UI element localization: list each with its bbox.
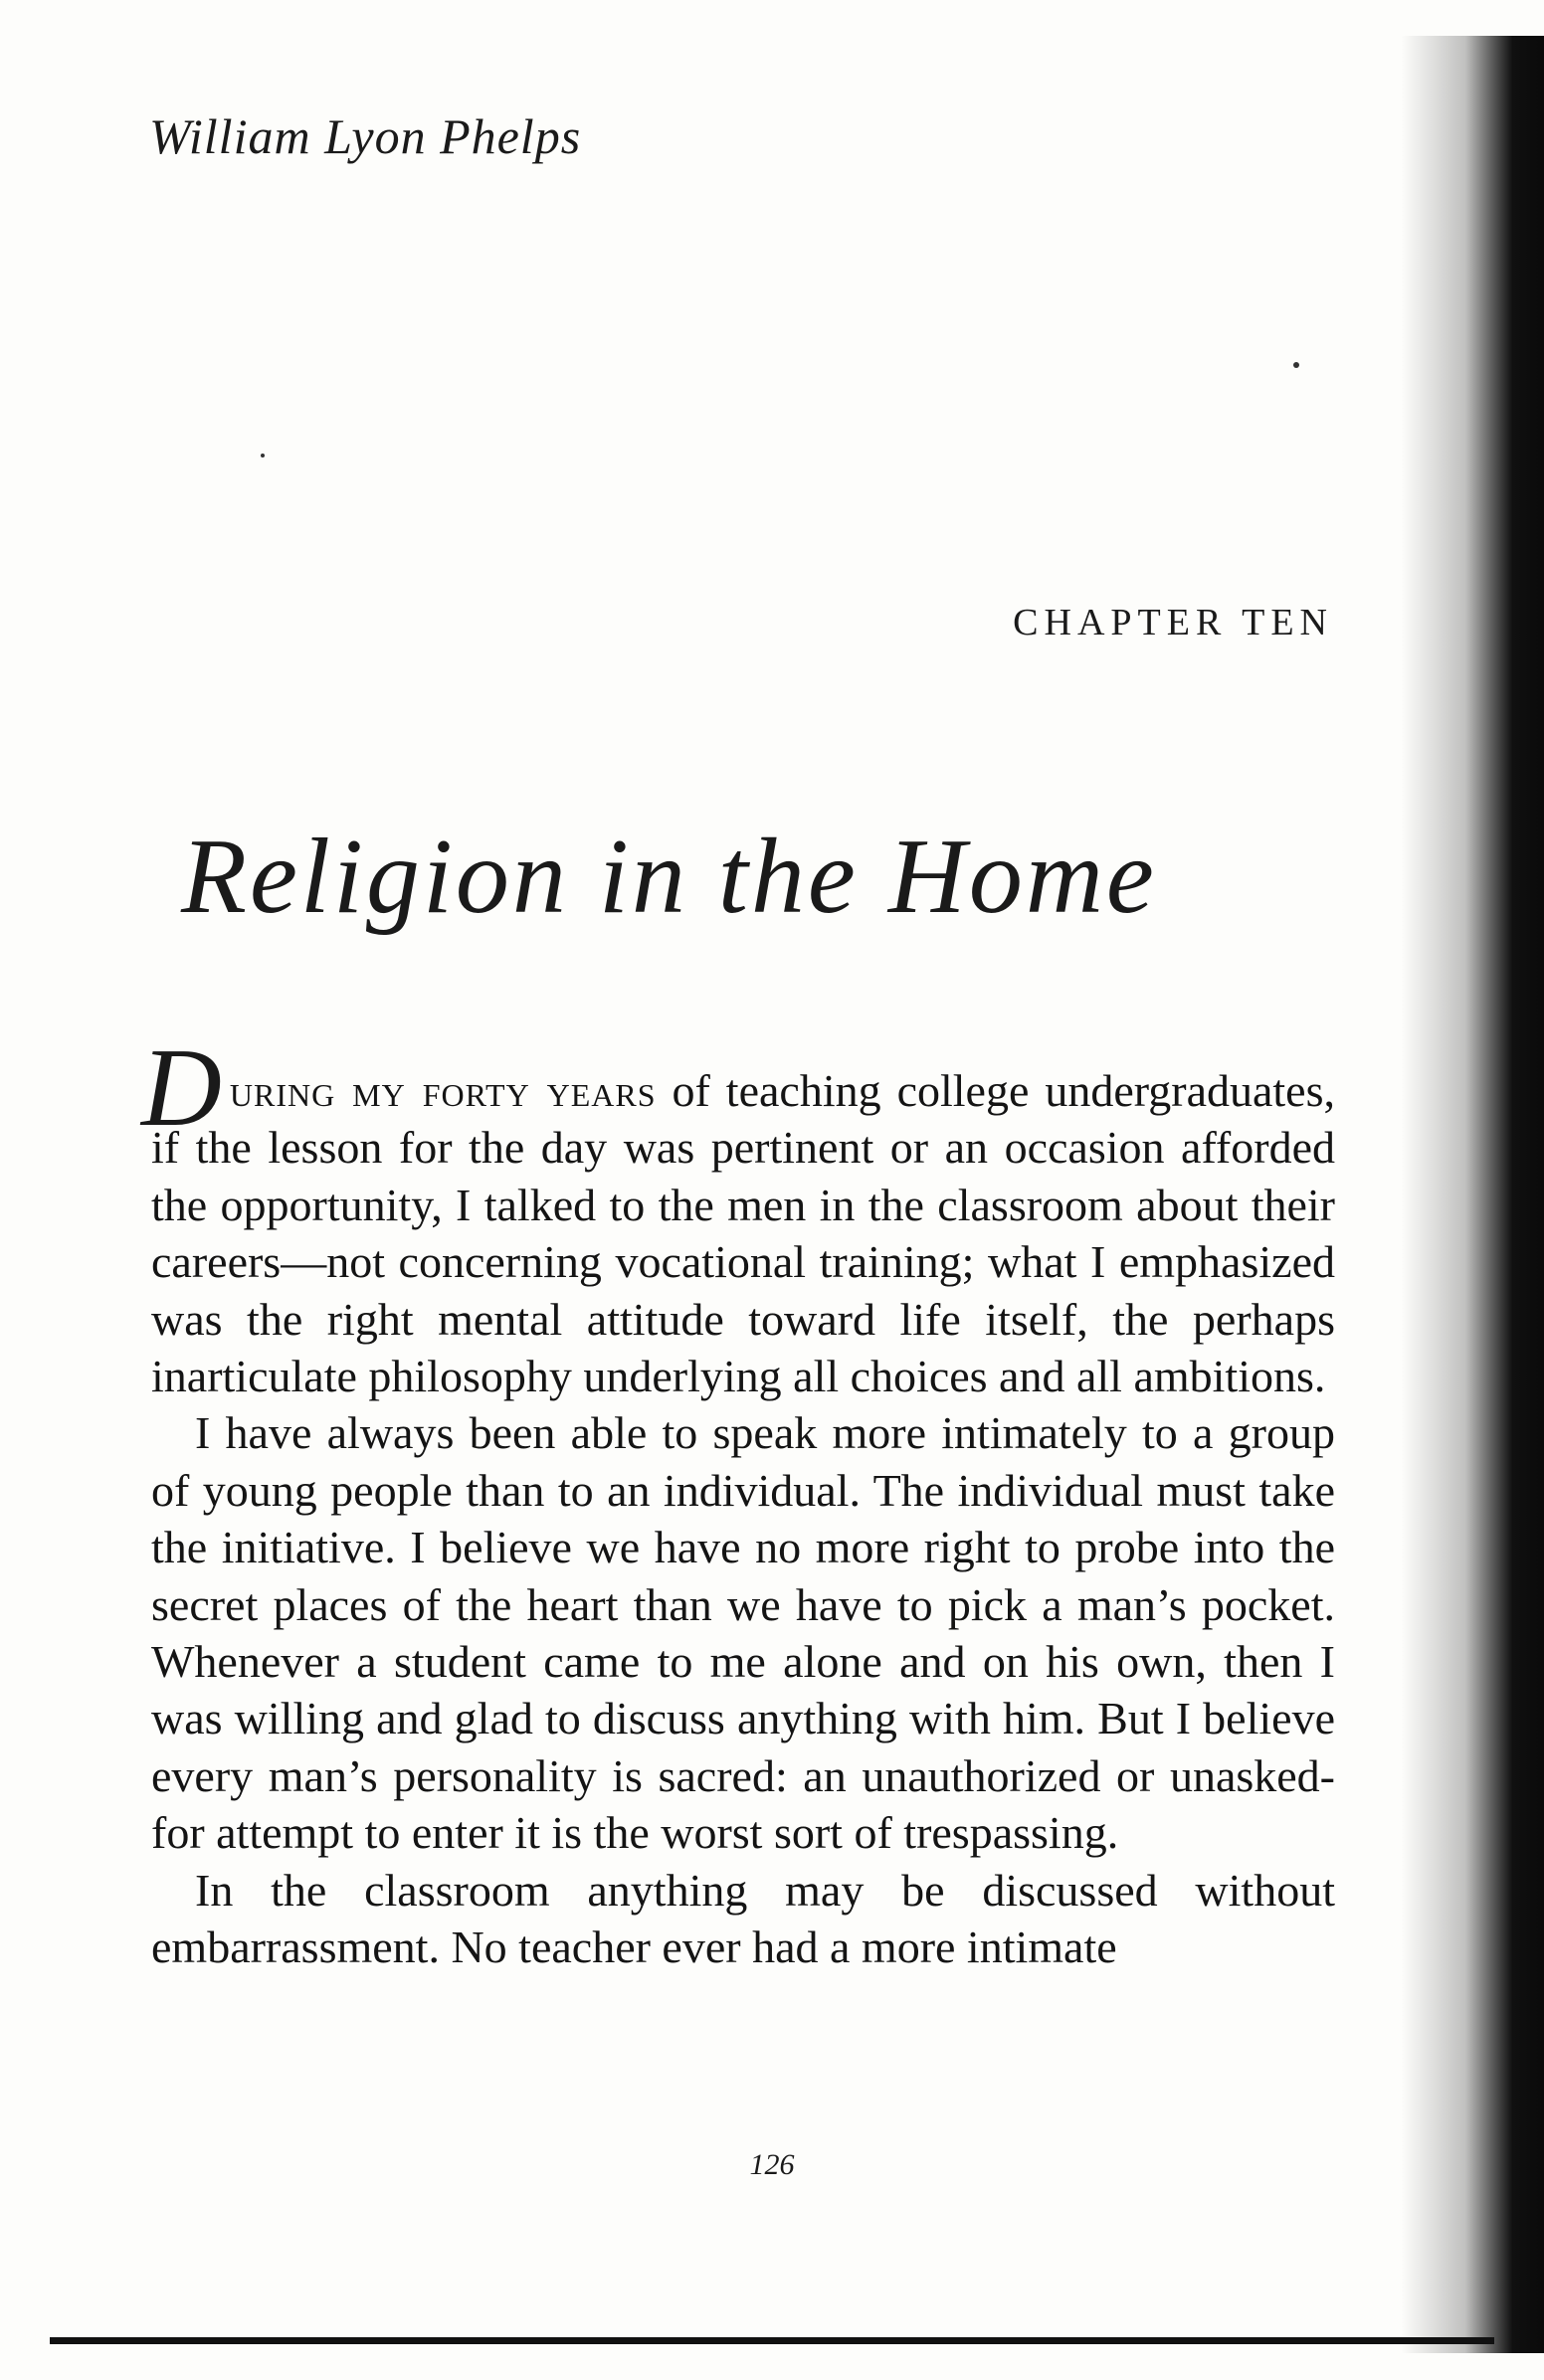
ink-speck <box>261 454 265 458</box>
running-head: William Lyon Phelps <box>149 108 582 164</box>
paragraph-2: I have always been able to speak more intimately to a group of young people than to an individual. The individual must take the initiative. I believe we have no more right to probe into the secret places of the heart than we have to pick a man’s pocket. Whenever a student came to me alone and on his own, then I was willing and glad to discuss anything with him. But I believe every man’s personality is sacred: an unauthorized or unasked-for attempt to enter it is the worst sort of trespassing. <box>151 1407 1335 1859</box>
drop-cap: D <box>141 1026 222 1150</box>
bottom-rule <box>50 2337 1494 2344</box>
paragraph-3: In the classroom anything may be discussed without embarrassment. No teacher ever had a more intimate <box>151 1864 1335 1973</box>
ink-speck <box>1293 362 1299 368</box>
opening-small-caps: uring my forty years <box>229 1065 657 1116</box>
binding-shadow <box>1401 36 1544 2353</box>
paragraph-1-text: of teaching college undergraduates, if the lesson for the day was pertinent or an occasion afforded the opportunity, I talked to the men in the classroom about their careers—not concerning vocational training; what I emphasized was the right mental attitude toward life itself, the perhaps inarticulate philosophy underlying all choices and all ambitions. <box>151 1065 1335 1402</box>
body-text <box>141 1026 1335 1976</box>
page-number: 126 <box>749 2148 795 2181</box>
chapter-title: Religion in the Home <box>181 818 1157 936</box>
paragraph-1 <box>141 1026 1335 1404</box>
chapter-label: CHAPTER TEN <box>1013 602 1333 643</box>
